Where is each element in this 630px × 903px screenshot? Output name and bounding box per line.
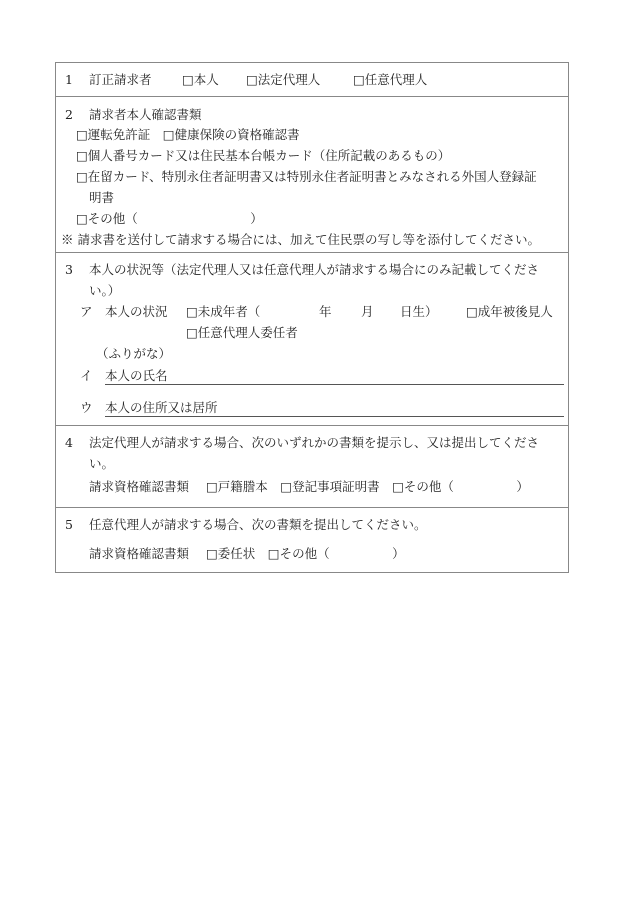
checkbox-voluntary-rep[interactable]: □任意代理人 <box>353 72 428 87</box>
note: ※ 請求書を送付して請求する場合には、加えて住民票の写し等を添付してください。 <box>61 232 540 247</box>
checkbox-other[interactable]: □その他（ ） <box>76 211 263 226</box>
checkbox-minor[interactable]: □未成年者（ <box>186 304 261 319</box>
checkbox-mynumber-card[interactable]: □個人番号カード又は住民基本台帳カード（住所記載のあるもの） <box>76 148 451 163</box>
month-label: 月 <box>361 304 374 319</box>
address-label-prefix: ウ <box>80 400 93 415</box>
section-number: 2 <box>65 107 73 122</box>
section-title: 任意代理人が請求する場合、次の書類を提出してください。 <box>89 517 427 532</box>
residence-card-cont: 明書 <box>89 190 115 205</box>
docs-checkboxes[interactable]: □委任状 □その他（ ） <box>206 546 405 561</box>
section-title-cont: い。 <box>89 456 115 471</box>
address-field[interactable] <box>105 400 564 417</box>
name-field-label: 本人の氏名 <box>105 368 168 383</box>
docs-label: 請求資格確認書類 <box>89 546 190 561</box>
section-number: 4 <box>65 435 73 450</box>
section-number: 5 <box>65 517 73 532</box>
name-field[interactable] <box>105 368 564 385</box>
status-label: ア 本人の状況 <box>80 304 168 319</box>
checkbox-residence-card[interactable]: □在留カード、特別永住者証明書又は特別永住者証明書とみなされる外国人登録証 <box>76 169 537 184</box>
section-id-documents <box>56 96 568 252</box>
checkbox-voluntary-principal[interactable]: □任意代理人委任者 <box>186 325 298 340</box>
section-title: 訂正請求者 <box>89 72 152 87</box>
section-requester <box>56 63 568 96</box>
request-form-table <box>55 62 569 573</box>
section-number: 3 <box>65 262 73 277</box>
section-title: 請求者本人確認書類 <box>89 107 202 122</box>
section-title: 本人の状況等（法定代理人又は任意代理人が請求する場合にのみ記載してくださ <box>89 262 540 277</box>
docs-label: 請求資格確認書類 <box>89 479 190 494</box>
section-voluntary-rep-docs <box>56 507 568 572</box>
furigana-label: （ふりがな） <box>96 346 172 361</box>
year-label: 年 <box>319 304 332 319</box>
name-label-prefix: イ <box>80 368 93 383</box>
day-label: 日生） <box>400 304 438 319</box>
docs-checkboxes[interactable]: □戸籍謄本 □登記事項証明書 □その他（ ） <box>206 479 529 494</box>
section-number: 1 <box>65 72 73 87</box>
checkbox-adult-ward[interactable]: □成年被後見人 <box>466 304 553 319</box>
section-person-status <box>56 252 568 425</box>
section-title: 法定代理人が請求する場合、次のいずれかの書類を提示し、又は提出してくださ <box>89 435 540 450</box>
checkbox-license-insurance[interactable]: □運転免許証 □健康保険の資格確認書 <box>76 127 300 142</box>
checkbox-self[interactable]: □本人 <box>182 72 219 87</box>
section-title-cont: い。） <box>89 283 121 298</box>
address-field-label: 本人の住所又は居所 <box>105 400 218 415</box>
section-legal-rep-docs <box>56 425 568 507</box>
checkbox-legal-rep[interactable]: □法定代理人 <box>246 72 321 87</box>
